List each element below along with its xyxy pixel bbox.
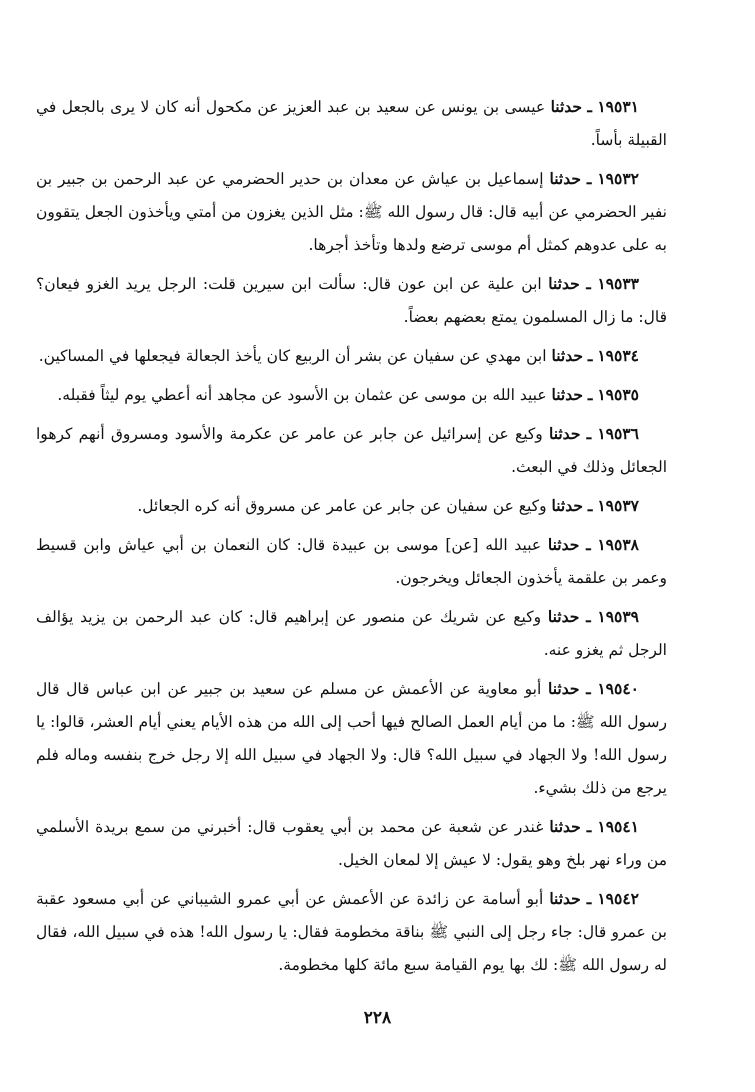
hadith-text: ابن علية عن ابن عون قال: سألت ابن سيرين قلت: الرجل يريد الغزو فيعان؟ قال: ما زال المسلمون يمتع بعضهم بعضاً. — [36, 275, 667, 326]
hadith-number: ١٩٥٣٨ — [597, 535, 639, 554]
number-separator: ـ — [587, 496, 593, 515]
hadith-number: ١٩٥٣٦ — [597, 424, 639, 443]
hadith-entry — [36, 417, 667, 484]
hadith-entry — [36, 339, 667, 373]
hadith-lead-word: حدثنا — [547, 607, 580, 626]
hadith-lead-word: حدثنا — [548, 424, 581, 443]
number-separator: ـ — [586, 535, 591, 554]
number-separator: ـ — [586, 607, 591, 626]
hadith-number: ١٩٥٣٩ — [597, 607, 640, 626]
hadith-number: ١٩٥٤٢ — [597, 889, 639, 908]
number-separator: ـ — [587, 346, 593, 365]
number-separator: ـ — [587, 97, 592, 116]
hadith-text: عبيد الله بن موسى عن عثمان بن الأسود عن مجاهد أنه أعطي يوم ليثاً فقبله. — [57, 386, 547, 404]
hadith-entry — [36, 90, 667, 157]
hadith-number: ١٩٥٣٤ — [597, 346, 639, 365]
hadith-text: وكيع عن إسرائيل عن جابر عن عامر عن عكرمة والأسود ومسروق أنهم كرهوا الجعائل وذلك في البعث. — [36, 425, 667, 476]
hadith-entry — [36, 489, 667, 523]
hadith-text: أبو معاوية عن الأعمش عن مسلم عن سعيد بن جبير عن ابن عباس قال قال رسول الله ﷺ: ما من أيام العمل الصالح فيها أحب إلى الله من هذه الأيام يعني أيام العشر، قالوا: يا رسول الله! ولا الجهاد في سبيل الله؟ قال: ولا الجهاد في سبيل الله إلا رجل خرج بنفسه وماله فلم يرجع من ذلك بشيء. — [36, 680, 667, 797]
number-separator: ـ — [586, 274, 591, 293]
number-separator: ـ — [586, 169, 592, 188]
hadith-number: ١٩٥٣١ — [597, 97, 639, 116]
hadith-number: ١٩٥٣٥ — [597, 385, 639, 404]
hadith-lead-word: حدثنا — [551, 385, 583, 404]
number-separator: ـ — [586, 817, 592, 836]
hadith-text: عبيد الله [عن] موسى بن عبيدة قال: كان النعمان بن أبي عياش وابن قسيط وعمر بن علقمة يأخذون الجعائل ويخرجون. — [36, 536, 667, 587]
number-separator: ـ — [586, 889, 592, 908]
hadith-entry — [36, 600, 667, 667]
hadith-entry — [36, 672, 667, 805]
hadith-lead-word: حدثنا — [549, 889, 581, 908]
hadith-lead-word: حدثنا — [547, 679, 580, 698]
hadith-number: ١٩٥٣٣ — [597, 274, 640, 293]
hadith-lead-word: حدثنا — [549, 817, 581, 836]
hadith-lead-word: حدثنا — [551, 496, 583, 515]
hadith-number: ١٩٥٣٧ — [597, 496, 639, 515]
hadith-text: غندر عن شعبة عن محمد بن أبي يعقوب قال: أخبرني من سمع بريدة الأسلمي من وراء نهر بلخ وهو يقول: لا عيش إلا لمعان الخيل. — [36, 818, 667, 869]
hadith-text: عيسى بن يونس عن سعيد بن عبد العزيز عن مكحول أنه كان لا يرى بالجعل في القبيلة بأساً. — [36, 98, 667, 149]
hadith-lead-word: حدثنا — [548, 274, 580, 293]
hadith-number: ١٩٥٤١ — [597, 817, 640, 836]
hadith-text: ابن مهدي عن سفيان عن بشر أن الربيع كان يأخذ الجعالة فيجعلها في المساكين. — [38, 347, 547, 365]
hadith-number: ١٩٥٣٢ — [597, 169, 639, 188]
hadith-number: ١٩٥٤٠ — [597, 679, 639, 698]
hadith-entry — [36, 267, 667, 334]
page-number: ٢٢٨ — [363, 1008, 392, 1028]
hadith-text: وكيع عن سفيان عن جابر عن عامر عن مسروق أنه كره الجعائل. — [137, 497, 547, 515]
number-separator: ـ — [587, 385, 593, 404]
hadith-entry — [36, 378, 667, 412]
hadith-entry — [36, 528, 667, 595]
number-separator: ـ — [586, 424, 592, 443]
hadith-entry — [36, 162, 667, 262]
hadith-text: وكيع عن شريك عن منصور عن إبراهيم قال: كان عبد الرحمن بن يزيد يؤالف الرجل ثم يغزو عنه. — [36, 608, 667, 659]
hadith-entry — [36, 882, 667, 982]
hadith-lead-word: حدثنا — [551, 346, 583, 365]
hadith-lead-word: حدثنا — [550, 97, 583, 116]
hadith-text: إسماعيل بن عياش عن معدان بن حدير الحضرمي عن عبد الرحمن بن جبير بن نفير الحضرمي عن أبيه قال: قال رسول الله ﷺ: مثل الذين يغزون من أمتي ويأخذون الجعل يتقوون به على عدوهم كمثل أم موسى ترضع ولدها وتأخذ أجرها. — [36, 170, 667, 254]
hadith-lead-word: حدثنا — [547, 535, 580, 554]
hadith-text: أبو أسامة عن زائدة عن الأعمش عن أبي عمرو الشيباني عن أبي مسعود عقبة بن عمرو قال: جاء رجل إلى النبي ﷺ بناقة مخطومة فقال: يا رسول الله! هذه في سبيل الله، فقال له رسول الله ﷺ: لك بها يوم القيامة سبع مائة كلها مخطومة. — [36, 890, 667, 974]
number-separator: ـ — [586, 679, 591, 698]
hadith-lead-word: حدثنا — [549, 169, 581, 188]
hadith-entry — [36, 810, 667, 877]
hadith-list — [36, 90, 667, 987]
